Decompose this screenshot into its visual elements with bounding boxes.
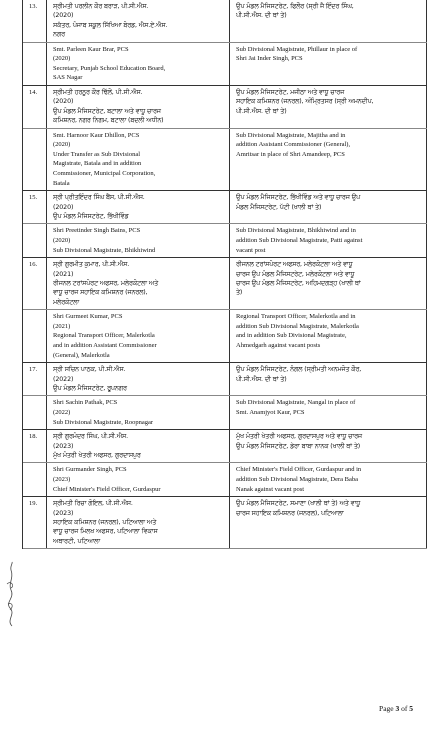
posting-line: Smt. Anamjyot Kaur, PCS xyxy=(236,409,305,416)
officer-cell-punjabi xyxy=(47,191,230,223)
table-row-english xyxy=(23,224,427,258)
officer-line: ਸ੍ਰੀ ਸਚਿਨ ਪਾਠਕ, ਪੀ.ਸੀ.ਐਸ. xyxy=(53,366,126,374)
officer-line: (2020) xyxy=(53,237,71,244)
officer-line: ਮੁੱਖ ਮੰਤਰੀ ਖੇਤਰੀ ਅਫਸਰ, ਗੁਰਦਾਸਪੁਰ xyxy=(53,452,141,459)
officer-line: ਸ੍ਰੀ ਗੁਰਮੀਤ ਕੁਮਾਰ, ਪੀ.ਸੀ.ਐਸ. xyxy=(53,261,130,269)
serial-number: 15. xyxy=(23,191,47,223)
officer-line: ਸ੍ਰੀ ਗੁਰਮੰਦਰ ਸਿੰਘ, ਪੀ.ਸੀ.ਐਸ. xyxy=(53,433,129,441)
table-row-english xyxy=(23,43,427,86)
officer-cell-english xyxy=(47,43,230,85)
officer-line: (2022) xyxy=(53,409,71,416)
posting-cell-english xyxy=(230,463,427,496)
serial-cell-empty xyxy=(23,463,47,496)
officer-line: (General), Malerkotla xyxy=(53,351,110,359)
officer-line: ਸ੍ਰੀਮਤੀ ਹਰਨੂਰ ਕੌਰ ਢਿੱਲੋਂ, ਪੀ.ਸੀ.ਐਸ. xyxy=(53,89,143,96)
serial-number: 17. xyxy=(23,363,47,395)
table-row-english xyxy=(23,396,427,430)
posting-cell-punjabi xyxy=(230,191,427,223)
posting-line: addition Sub Divisional Magistrate, Malerkotla xyxy=(236,322,359,330)
officer-line: Shri Gurmeet Kumar, PCS xyxy=(53,313,123,321)
officer-line: ਸ੍ਰੀਮਤੀ ਰਿਚਾ ਗੋਇਲ, ਪੀ.ਸੀ.ਐਸ. xyxy=(53,500,133,508)
posting-cell-punjabi xyxy=(230,0,427,42)
serial-cell-empty xyxy=(23,396,47,429)
posting-line: addition Sub Divisional Magistrate, Dera Baba xyxy=(236,476,359,483)
posting-line: Shri Jai Inder Singh, PCS xyxy=(236,55,303,63)
posting-line: ਉਪ ਮੰਡਲ ਮੈਜਿਸਟਰੇਟ, ਭਿੱਖੀਵਿੰਡ ਅਤੇ ਵਾਧੂ ਚਾਰਜ ਉਪ xyxy=(236,194,361,202)
officer-line: ਸਕੱਤਰ, ਪੰਜਾਬ ਸਕੂਲ ਸਿੱਖਿਆ ਬੋਰਡ, ਐਸ.ਏ.ਐਸ. xyxy=(53,21,168,29)
table-row-punjabi xyxy=(23,497,427,549)
serial-cell-empty xyxy=(23,43,47,85)
posting-line: ਪੀ.ਸੀ.ਐਸ. ਦੀ ਥਾਂ ਤੇ) xyxy=(236,375,287,383)
posting-line: Amritsar in place of Shri Amandeep, PCS xyxy=(236,150,345,158)
posting-cell-punjabi xyxy=(230,430,427,462)
officer-line: ਰੀਜਨਲ ਟਰਾਂਸਪੋਰਟ ਅਫਸਰ, ਮਲੇਰਕੋਟਲਾ ਅਤੇ xyxy=(53,280,159,287)
serial-number: 13. xyxy=(23,0,47,42)
officer-line: ਸ੍ਰੀਮਤੀ ਪਰਲੀਨ ਕੌਰ ਬਰਾੜ, ਪੀ.ਸੀ.ਐਸ. xyxy=(53,3,149,10)
page-number: Page 3 of 5 xyxy=(379,704,413,713)
officer-line: ਵਾਧੂ ਚਾਰਜ ਸਹਾਇਕ ਕਮਿਸ਼ਨਰ (ਜਨਰਲ), xyxy=(53,289,148,297)
posting-line: and in addition Sub Divisional Magistrate, xyxy=(236,332,347,340)
serial-cell-empty xyxy=(23,224,47,257)
posting-line: Ahmedgarh against vacant posts xyxy=(236,342,321,349)
posting-line: Sub Divisional Magistrate, Nangal in place of xyxy=(236,399,356,407)
posting-line: ਰੀਜਨਲ ਟਰਾਂਸਪੋਰਟ ਅਫਸਰ, ਮਲੇਰਕੋਟਲਾ ਅਤੇ ਵਾਧੂ xyxy=(236,261,353,269)
officer-cell-punjabi xyxy=(47,363,230,395)
officer-line: (2020) xyxy=(53,12,74,20)
officer-cell-english xyxy=(47,463,230,496)
posting-line: addition Sub Divisional Magistrate, Patti against xyxy=(236,237,363,244)
posting-cell-punjabi xyxy=(230,363,427,395)
officer-line: ਉਪ ਮੰਡਲ ਮੈਜਿਸਟਰੇਟ, ਭਿੱਖੀਵਿੰਡ xyxy=(53,213,129,220)
posting-line: Sub Divisional Magistrate, Phillaur in place of xyxy=(236,45,358,53)
posting-line: ਸਹਾਇਕ ਕਮਿਸ਼ਨਰ (ਜਨਰਲ), ਅੰਮ੍ਰਿਤਸਰ (ਸ੍ਰੀ ਅਮਨਦੀਪ, xyxy=(236,98,374,106)
table-row-english xyxy=(23,129,427,192)
table-row-punjabi xyxy=(23,0,427,43)
table-row-english xyxy=(23,463,427,497)
posting-line: ਉਪ ਮੰਡਲ ਮੈਜਿਸਟਰੇਟ, ਸਮਾਣਾ (ਖਾਲੀ ਥਾਂ ਤੇ) ਅਤੇ ਵਾਧੂ xyxy=(236,500,361,508)
officer-line: Under Transfer as Sub Divisional xyxy=(53,150,141,158)
officer-line: Sub Divisional Magistrate, Roopnagar xyxy=(53,418,154,426)
officer-line: Magistrate, Batala and in addition xyxy=(53,160,142,168)
serial-number: 16. xyxy=(23,258,47,309)
officer-cell-english xyxy=(47,224,230,257)
posting-line: ਪੀ.ਸੀ.ਐਸ. ਦੀ ਥਾਂ ਤੇ) xyxy=(236,12,287,20)
officer-line: Batala xyxy=(53,179,70,187)
posting-line: Chief Minister's Field Officer, Gurdaspur and in xyxy=(236,466,362,474)
officer-line: Shri Gurmander Singh, PCS xyxy=(53,466,127,474)
officer-line: and in addition Assistant Commissioner xyxy=(53,342,157,349)
table-row-punjabi xyxy=(23,86,427,129)
officer-line: ਵਾਧੂ ਚਾਰਜ ਮਿਲਖ ਅਫਸਰ, ਪਟਿਆਲਾ ਵਿਕਾਸ xyxy=(53,528,158,536)
officer-cell-punjabi xyxy=(47,86,230,128)
posting-cell-english xyxy=(230,43,427,85)
posting-line: Nanak against vacant post xyxy=(236,485,305,493)
posting-line: ਮੰਡਲ ਮੈਜਿਸਟਰੇਟ, ਪੱਟੀ (ਖਾਲੀ ਥਾਂ ਤੇ) xyxy=(236,203,322,211)
table-row-english xyxy=(23,310,427,363)
posting-line: ਚਾਰਜ ਉਪ ਮੰਡਲ ਮੈਜਿਸਟਰੇਟ, ਅਹਿਮਦਗੜ੍ਹ (ਖਾਲੀ ਥਾਂ xyxy=(236,280,361,287)
officer-line: Chief Minister's Field Officer, Gurdaspur xyxy=(53,485,161,493)
serial-number: 19. xyxy=(23,497,47,548)
posting-cell-punjabi xyxy=(230,258,427,309)
officer-line: (2020) xyxy=(53,55,71,63)
officer-cell-punjabi xyxy=(47,0,230,42)
officer-line: ਅਥਾਰਟੀ, ਪਟਿਆਲਾ xyxy=(53,537,101,545)
officer-cell-punjabi xyxy=(47,430,230,462)
posting-line: ਚਾਰਜ ਸਹਾਇਕ ਕਮਿਸ਼ਨਰ (ਜਨਰਲ), ਪਟਿਆਲਾ xyxy=(236,509,344,517)
officer-line: Shri Sachin Pathak, PCS xyxy=(53,399,118,407)
officer-line: (2020) xyxy=(53,141,71,149)
posting-line: addition Assistant Commissioner (General), xyxy=(236,141,351,149)
posting-line: ਉਪ ਮੰਡਲ ਮੈਜਿਸਟਰੇਟ, ਨੰਗਲ (ਸ੍ਰੀਮਤੀ ਅਨਮਜੋਤ ਕੌਰ, xyxy=(236,366,362,374)
posting-line: ਪੀ.ਸੀ.ਐਸ. ਦੀ ਥਾਂ ਤੇ) xyxy=(236,107,287,115)
officer-cell-english xyxy=(47,396,230,429)
posting-line: ਉਪ ਮੰਡਲ ਮੈਜਿਸਟਰੇਟ, ਡੇਰਾ ਬਾਬਾ ਨਾਨਕ (ਖਾਲੀ ਥਾਂ ਤੇ) xyxy=(236,442,361,450)
officer-cell-english xyxy=(47,129,230,191)
officer-line: SAS Nagar xyxy=(53,74,83,82)
posting-line: ਮੁੱਖ ਮੰਤਰੀ ਖੇਤਰੀ ਅਫਸਰ, ਗੁਰਦਾਸਪੁਰ ਅਤੇ ਵਾਧੂ ਚਾਰਜ xyxy=(236,433,362,441)
posting-cell-english xyxy=(230,129,427,191)
serial-cell-empty xyxy=(23,129,47,191)
posting-cell-english xyxy=(230,310,427,362)
signature-mark xyxy=(2,560,20,630)
officer-line: ਨਗਰ xyxy=(53,31,65,39)
posting-table xyxy=(22,0,427,549)
posting-cell-punjabi xyxy=(230,497,427,548)
officer-line: Smt. Harnoor Kaur Dhillon, PCS xyxy=(53,131,140,139)
officer-line: ਸਹਾਇਕ ਕਮਿਸ਼ਨਰ (ਜਨਰਲ), ਪਟਿਆਲਾ ਅਤੇ xyxy=(53,519,157,526)
officer-line: ਸ੍ਰੀ ਪ੍ਰੀਤਇੰਦਰ ਸਿੰਘ ਬੈਂਸ, ਪੀ.ਸੀ.ਐਸ. xyxy=(53,194,145,202)
officer-line: (2021) xyxy=(53,322,71,330)
posting-line: Sub Divisional Magistrate, Majitha and in xyxy=(236,131,346,139)
officer-cell-punjabi xyxy=(47,258,230,309)
posting-line: ਤੇ) xyxy=(236,289,243,297)
posting-line: ਉਪ ਮੰਡਲ ਮੈਜਿਸਟਰੇਟ, ਮਜੀਠਾ ਅਤੇ ਵਾਧੂ ਚਾਰਜ xyxy=(236,89,345,96)
serial-number: 14. xyxy=(23,86,47,128)
officer-line: Regional Transport Officer, Malerkotla xyxy=(53,332,155,340)
posting-line: ਉਪ ਮੰਡਲ ਮੈਜਿਸਟਰੇਟ, ਫਿਲੌਰ (ਸ੍ਰੀ ਜੈ ਇੰਦਰ ਸਿੰਘ, xyxy=(236,3,354,10)
officer-line: (2020) xyxy=(53,98,74,106)
table-row-punjabi xyxy=(23,430,427,463)
posting-line: Sub Divisional Magistrate, Bhikhiwind and in xyxy=(236,227,356,235)
officer-line: ਉਪ ਮੰਡਲ ਮੈਜਿਸਟਰੇਟ, ਰੂਪਨਗਰ xyxy=(53,385,127,392)
table-row-punjabi xyxy=(23,258,427,310)
officer-line: Commissioner, Municipal Corporation, xyxy=(53,170,156,177)
posting-cell-punjabi xyxy=(230,86,427,128)
officer-line: Smt. Parleen Kaur Brar, PCS xyxy=(53,45,129,53)
posting-cell-english xyxy=(230,396,427,429)
officer-line: (2021) xyxy=(53,270,74,278)
officer-line: ਕਮਿਸ਼ਨਰ, ਨਗਰ ਨਿਗਮ, ਬਟਾਲਾ (ਬਦਲੀ ਅਧੀਨ) xyxy=(53,117,164,125)
officer-line: ਉਪ ਮੰਡਲ ਮੈਜਿਸਟਰੇਟ, ਬਟਾਲਾ ਅਤੇ ਵਾਧੂ ਚਾਰਜ xyxy=(53,107,161,115)
table-row-punjabi xyxy=(23,191,427,224)
posting-line: ਚਾਰਜ ਉਪ ਮੰਡਲ ਮੈਜਿਸਟਰੇਟ, ਮਲੇਰਕੋਟਲਾ ਅਤੇ ਵਾਧੂ xyxy=(236,270,355,278)
officer-line: (2022) xyxy=(53,375,74,383)
officer-line: (2023) xyxy=(53,476,71,483)
posting-line: vacant post xyxy=(236,246,266,254)
officer-line: (2023) xyxy=(53,442,74,450)
posting-line: Regional Transport Officer, Malerkotla and in xyxy=(236,313,356,321)
officer-line: Sub Divisional Magistrate, Bhikhiwind xyxy=(53,246,156,254)
officer-cell-punjabi xyxy=(47,497,230,548)
serial-number: 18. xyxy=(23,430,47,462)
officer-line: (2020) xyxy=(53,203,74,211)
posting-cell-english xyxy=(230,224,427,257)
serial-cell-empty xyxy=(23,310,47,362)
officer-line: Secretary, Punjab School Education Board, xyxy=(53,64,166,72)
officer-line: Shri Preetinder Singh Bains, PCS xyxy=(53,227,141,235)
table-row-punjabi xyxy=(23,363,427,396)
officer-line: ਮਲੇਰਕੋਟਲਾ xyxy=(53,298,80,306)
officer-cell-english xyxy=(47,310,230,362)
officer-line: (2023) xyxy=(53,509,74,517)
